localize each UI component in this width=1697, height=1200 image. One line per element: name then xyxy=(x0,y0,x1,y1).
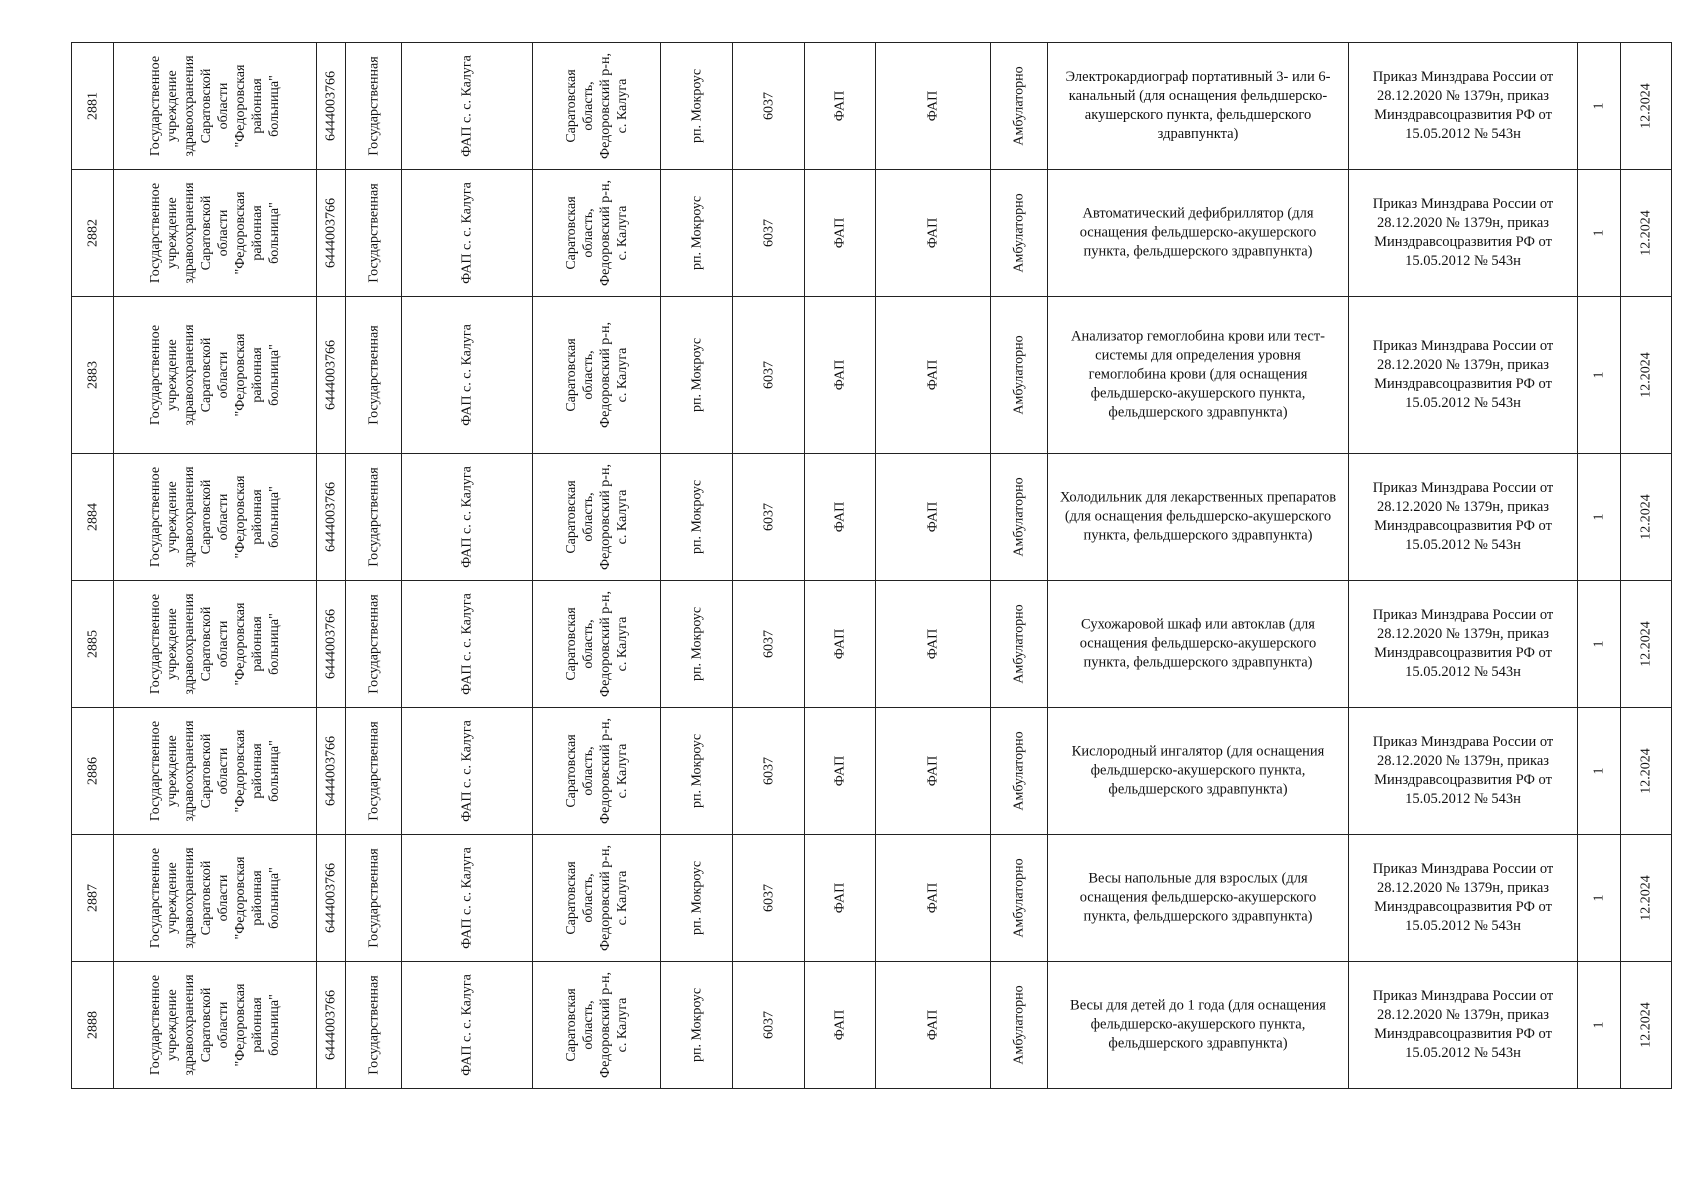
inn-cell xyxy=(317,581,346,708)
ownership-form: Государственная xyxy=(366,848,381,948)
date-cell xyxy=(1621,170,1672,297)
facility-subtype: ФАП xyxy=(925,217,941,249)
institution-cell xyxy=(114,581,317,708)
equipment-register-table xyxy=(71,42,1672,1089)
ownership-cell xyxy=(346,297,402,454)
facility-type: ФАП xyxy=(832,1009,848,1041)
institution-cell xyxy=(114,454,317,581)
care-condition: Амбулаторно xyxy=(1011,66,1027,146)
care-cell xyxy=(991,43,1048,170)
unit-address: Саратовская область, Федоровский р-н, с. Калуга xyxy=(563,180,630,286)
facility-type: ФАП xyxy=(832,501,848,533)
quantity: 1 xyxy=(1591,102,1607,110)
equipment-cell xyxy=(1048,581,1349,708)
unit-cell xyxy=(402,962,533,1089)
population-cell xyxy=(733,581,805,708)
population-cell xyxy=(733,708,805,835)
facility-type: ФАП xyxy=(832,628,848,660)
institution-cell xyxy=(114,962,317,1089)
institution-cell xyxy=(114,43,317,170)
ownership-cell xyxy=(346,708,402,835)
facility-type: ФАП xyxy=(832,755,848,787)
address-cell xyxy=(533,170,661,297)
due-date: 12.2024 xyxy=(1638,352,1654,398)
unit-cell xyxy=(402,835,533,962)
row-number-cell xyxy=(72,708,114,835)
institution-name: Государственное учреждение здравоохранения Саратовской области "Федоровская районная больница" xyxy=(148,847,282,949)
ownership-cell xyxy=(346,454,402,581)
table-row xyxy=(72,454,1672,581)
equipment-name: Кислородный ингалятор (для оснащения фельдшерско-акушерского пункта, фельдшерского здравпункта) xyxy=(1071,743,1325,798)
institution-name: Государственное учреждение здравоохранения Саратовской области "Федоровская районная больница" xyxy=(148,720,282,822)
quantity-cell xyxy=(1578,835,1621,962)
row-number-cell xyxy=(72,581,114,708)
order-cell xyxy=(1349,581,1578,708)
population-cell xyxy=(733,43,805,170)
unit-address: Саратовская область, Федоровский р-н, с. Калуга xyxy=(563,322,630,428)
inn: 6444003766 xyxy=(323,863,339,933)
row-number-cell xyxy=(72,297,114,454)
inn-cell xyxy=(317,835,346,962)
population-cell xyxy=(733,297,805,454)
table-row xyxy=(72,708,1672,835)
equipment-cell xyxy=(1048,962,1349,1089)
inn-cell xyxy=(317,708,346,835)
row-number: 2886 xyxy=(85,757,100,785)
row-number: 2882 xyxy=(85,219,100,247)
type1-cell xyxy=(805,581,876,708)
facility-type: ФАП xyxy=(832,359,848,391)
order-reference: Приказ Минздрава России от 28.12.2020 № 1379н, приказ Минздравсоцразвития РФ от 15.05.2012 № 543н xyxy=(1372,196,1554,269)
care-condition: Амбулаторно xyxy=(1011,731,1027,811)
settlement-cell xyxy=(661,962,733,1089)
population: 6037 xyxy=(761,1011,776,1039)
institution-cell xyxy=(114,297,317,454)
institution-name: Государственное учреждение здравоохранения Саратовской области "Федоровская районная больница" xyxy=(148,593,282,695)
unit-name: ФАП с. с. Калуга xyxy=(459,324,475,426)
settlement: рп. Мокроус xyxy=(689,606,704,682)
inn: 6444003766 xyxy=(323,990,339,1060)
date-cell xyxy=(1621,708,1672,835)
equipment-name: Сухожаровой шкаф или автоклав (для оснащения фельдшерско-акушерского пункта, фельдшерского здравпункта) xyxy=(1079,616,1317,671)
table-row xyxy=(72,297,1672,454)
care-cell xyxy=(991,581,1048,708)
care-condition: Амбулаторно xyxy=(1011,193,1027,273)
ownership-form: Государственная xyxy=(366,56,381,156)
unit-address: Саратовская область, Федоровский р-н, с. Калуга xyxy=(563,972,630,1078)
population-cell xyxy=(733,170,805,297)
type1-cell xyxy=(805,962,876,1089)
equipment-cell xyxy=(1048,43,1349,170)
settlement-cell xyxy=(661,170,733,297)
ownership-cell xyxy=(346,581,402,708)
inn: 6444003766 xyxy=(323,609,339,679)
care-cell xyxy=(991,454,1048,581)
unit-name: ФАП с. с. Калуга xyxy=(459,55,475,157)
order-cell xyxy=(1349,962,1578,1089)
settlement: рп. Мокроус xyxy=(689,195,704,271)
row-number: 2888 xyxy=(85,1011,100,1039)
address-cell xyxy=(533,708,661,835)
order-cell xyxy=(1349,454,1578,581)
ownership-cell xyxy=(346,170,402,297)
institution-name: Государственное учреждение здравоохранения Саратовской области "Федоровская районная больница" xyxy=(148,182,282,284)
ownership-form: Государственная xyxy=(366,183,381,283)
unit-address: Саратовская область, Федоровский р-н, с. Калуга xyxy=(563,53,630,159)
institution-name: Государственное учреждение здравоохранения Саратовской области "Федоровская районная больница" xyxy=(148,55,282,157)
ownership-cell xyxy=(346,962,402,1089)
row-number-cell xyxy=(72,43,114,170)
inn-cell xyxy=(317,170,346,297)
order-reference: Приказ Минздрава России от 28.12.2020 № 1379н, приказ Минздравсоцразвития РФ от 15.05.2012 № 543н xyxy=(1372,480,1554,553)
row-number-cell xyxy=(72,835,114,962)
quantity: 1 xyxy=(1591,767,1607,775)
equipment-name: Автоматический дефибриллятор (для оснащения фельдшерско-акушерского пункта, фельдшерского здравпункта) xyxy=(1079,205,1317,260)
population: 6037 xyxy=(761,630,776,658)
institution-name: Государственное учреждение здравоохранения Саратовской области "Федоровская районная больница" xyxy=(148,324,282,426)
unit-cell xyxy=(402,297,533,454)
unit-name: ФАП с. с. Калуга xyxy=(459,847,475,949)
type2-cell xyxy=(876,170,991,297)
order-cell xyxy=(1349,708,1578,835)
settlement: рп. Мокроус xyxy=(689,337,704,413)
due-date: 12.2024 xyxy=(1638,1002,1654,1048)
unit-cell xyxy=(402,454,533,581)
settlement-cell xyxy=(661,708,733,835)
equipment-name: Электрокардиограф портативный 3- или 6-канальный (для оснащения фельдшерско-акушерского пункта, фельдшерского здравпункта) xyxy=(1065,69,1331,142)
population: 6037 xyxy=(761,361,776,389)
unit-address: Саратовская область, Федоровский р-н, с. Калуга xyxy=(563,845,630,951)
unit-name: ФАП с. с. Калуга xyxy=(459,593,475,695)
unit-name: ФАП с. с. Калуга xyxy=(459,466,475,568)
institution-cell xyxy=(114,170,317,297)
order-reference: Приказ Минздрава России от 28.12.2020 № 1379н, приказ Минздравсоцразвития РФ от 15.05.2012 № 543н xyxy=(1372,338,1554,411)
facility-type: ФАП xyxy=(832,882,848,914)
type1-cell xyxy=(805,708,876,835)
unit-cell xyxy=(402,43,533,170)
unit-address: Саратовская область, Федоровский р-н, с. Калуга xyxy=(563,464,630,570)
order-cell xyxy=(1349,170,1578,297)
ownership-form: Государственная xyxy=(366,325,381,425)
facility-subtype: ФАП xyxy=(925,628,941,660)
settlement: рп. Мокроус xyxy=(689,479,704,555)
date-cell xyxy=(1621,454,1672,581)
population: 6037 xyxy=(761,503,776,531)
equipment-cell xyxy=(1048,170,1349,297)
due-date: 12.2024 xyxy=(1638,621,1654,667)
type2-cell xyxy=(876,708,991,835)
equipment-cell xyxy=(1048,835,1349,962)
address-cell xyxy=(533,835,661,962)
date-cell xyxy=(1621,835,1672,962)
population: 6037 xyxy=(761,884,776,912)
settlement-cell xyxy=(661,581,733,708)
equipment-name: Холодильник для лекарственных препаратов (для оснащения фельдшерско-акушерского пункта, фельдшерского здравпункта) xyxy=(1059,489,1337,544)
equipment-cell xyxy=(1048,297,1349,454)
quantity-cell xyxy=(1578,43,1621,170)
ownership-form: Государственная xyxy=(366,467,381,567)
unit-cell xyxy=(402,581,533,708)
equipment-cell xyxy=(1048,454,1349,581)
address-cell xyxy=(533,43,661,170)
date-cell xyxy=(1621,962,1672,1089)
row-number-cell xyxy=(72,170,114,297)
care-cell xyxy=(991,835,1048,962)
type1-cell xyxy=(805,297,876,454)
unit-name: ФАП с. с. Калуга xyxy=(459,182,475,284)
order-cell xyxy=(1349,43,1578,170)
address-cell xyxy=(533,581,661,708)
care-condition: Амбулаторно xyxy=(1011,604,1027,684)
inn-cell xyxy=(317,454,346,581)
date-cell xyxy=(1621,581,1672,708)
row-number: 2884 xyxy=(85,503,100,531)
quantity: 1 xyxy=(1591,1021,1607,1029)
due-date: 12.2024 xyxy=(1638,875,1654,921)
population: 6037 xyxy=(761,92,776,120)
population: 6037 xyxy=(761,757,776,785)
type2-cell xyxy=(876,962,991,1089)
institution-cell xyxy=(114,835,317,962)
equipment-name: Весы напольные для взрослых (для оснащения фельдшерско-акушерского пункта, фельдшерского здравпункта) xyxy=(1079,870,1317,925)
facility-subtype: ФАП xyxy=(925,90,941,122)
ownership-form: Государственная xyxy=(366,721,381,821)
facility-type: ФАП xyxy=(832,217,848,249)
order-reference: Приказ Минздрава России от 28.12.2020 № 1379н, приказ Минздравсоцразвития РФ от 15.05.2012 № 543н xyxy=(1372,988,1554,1061)
facility-subtype: ФАП xyxy=(925,501,941,533)
order-cell xyxy=(1349,835,1578,962)
facility-subtype: ФАП xyxy=(925,359,941,391)
care-cell xyxy=(991,297,1048,454)
inn: 6444003766 xyxy=(323,482,339,552)
order-reference: Приказ Минздрава России от 28.12.2020 № 1379н, приказ Минздравсоцразвития РФ от 15.05.2012 № 543н xyxy=(1372,69,1554,142)
type1-cell xyxy=(805,454,876,581)
facility-subtype: ФАП xyxy=(925,755,941,787)
address-cell xyxy=(533,962,661,1089)
population-cell xyxy=(733,835,805,962)
institution-name: Государственное учреждение здравоохранения Саратовской области "Федоровская районная больница" xyxy=(148,466,282,568)
quantity-cell xyxy=(1578,708,1621,835)
quantity-cell xyxy=(1578,962,1621,1089)
ownership-form: Государственная xyxy=(366,975,381,1075)
row-number-cell xyxy=(72,962,114,1089)
care-cell xyxy=(991,962,1048,1089)
row-number: 2885 xyxy=(85,630,100,658)
settlement-cell xyxy=(661,454,733,581)
settlement-cell xyxy=(661,835,733,962)
population-cell xyxy=(733,454,805,581)
care-cell xyxy=(991,708,1048,835)
equipment-name: Анализатор гемоглобина крови или тест-системы для определения уровня гемоглобина крови (для оснащения фельдшерско-акушерского пункта, фельдшерского здравпункта) xyxy=(1070,328,1325,421)
table-row xyxy=(72,43,1672,170)
inn: 6444003766 xyxy=(323,736,339,806)
order-reference: Приказ Минздрава России от 28.12.2020 № 1379н, приказ Минздравсоцразвития РФ от 15.05.2012 № 543н xyxy=(1372,861,1554,934)
facility-type: ФАП xyxy=(832,90,848,122)
type2-cell xyxy=(876,835,991,962)
table-row xyxy=(72,170,1672,297)
facility-subtype: ФАП xyxy=(925,882,941,914)
settlement: рп. Мокроус xyxy=(689,68,704,144)
ownership-cell xyxy=(346,43,402,170)
settlement-cell xyxy=(661,43,733,170)
type1-cell xyxy=(805,835,876,962)
settlement: рп. Мокроус xyxy=(689,987,704,1063)
unit-cell xyxy=(402,708,533,835)
row-number: 2881 xyxy=(85,92,100,120)
type1-cell xyxy=(805,170,876,297)
inn: 6444003766 xyxy=(323,198,339,268)
settlement: рп. Мокроус xyxy=(689,860,704,936)
row-number: 2883 xyxy=(85,361,100,389)
equipment-name: Весы для детей до 1 года (для оснащения фельдшерско-акушерского пункта, фельдшерского здравпункта) xyxy=(1070,997,1326,1052)
order-reference: Приказ Минздрава России от 28.12.2020 № 1379н, приказ Минздравсоцразвития РФ от 15.05.2012 № 543н xyxy=(1372,734,1554,807)
inn-cell xyxy=(317,962,346,1089)
facility-subtype: ФАП xyxy=(925,1009,941,1041)
order-reference: Приказ Минздрава России от 28.12.2020 № 1379н, приказ Минздравсоцразвития РФ от 15.05.2012 № 543н xyxy=(1372,607,1554,680)
inn: 6444003766 xyxy=(323,71,339,141)
care-condition: Амбулаторно xyxy=(1011,335,1027,415)
institution-cell xyxy=(114,708,317,835)
quantity: 1 xyxy=(1591,229,1607,237)
type2-cell xyxy=(876,297,991,454)
order-cell xyxy=(1349,297,1578,454)
quantity: 1 xyxy=(1591,640,1607,648)
care-cell xyxy=(991,170,1048,297)
date-cell xyxy=(1621,297,1672,454)
address-cell xyxy=(533,454,661,581)
care-condition: Амбулаторно xyxy=(1011,985,1027,1065)
type1-cell xyxy=(805,43,876,170)
inn-cell xyxy=(317,297,346,454)
population-cell xyxy=(733,962,805,1089)
settlement-cell xyxy=(661,297,733,454)
quantity-cell xyxy=(1578,581,1621,708)
institution-name: Государственное учреждение здравоохранения Саратовской области "Федоровская районная больница" xyxy=(148,974,282,1076)
care-condition: Амбулаторно xyxy=(1011,858,1027,938)
quantity-cell xyxy=(1578,454,1621,581)
inn-cell xyxy=(317,43,346,170)
due-date: 12.2024 xyxy=(1638,210,1654,256)
care-condition: Амбулаторно xyxy=(1011,477,1027,557)
inn: 6444003766 xyxy=(323,340,339,410)
row-number: 2887 xyxy=(85,884,100,912)
address-cell xyxy=(533,297,661,454)
equipment-cell xyxy=(1048,708,1349,835)
population: 6037 xyxy=(761,219,776,247)
table-row xyxy=(72,962,1672,1089)
unit-cell xyxy=(402,170,533,297)
unit-name: ФАП с. с. Калуга xyxy=(459,974,475,1076)
settlement: рп. Мокроус xyxy=(689,733,704,809)
table-row xyxy=(72,835,1672,962)
quantity: 1 xyxy=(1591,894,1607,902)
type2-cell xyxy=(876,581,991,708)
quantity-cell xyxy=(1578,170,1621,297)
due-date: 12.2024 xyxy=(1638,494,1654,540)
date-cell xyxy=(1621,43,1672,170)
table-row xyxy=(72,581,1672,708)
quantity-cell xyxy=(1578,297,1621,454)
ownership-cell xyxy=(346,835,402,962)
unit-address: Саратовская область, Федоровский р-н, с. Калуга xyxy=(563,591,630,697)
type2-cell xyxy=(876,43,991,170)
due-date: 12.2024 xyxy=(1638,748,1654,794)
unit-name: ФАП с. с. Калуга xyxy=(459,720,475,822)
unit-address: Саратовская область, Федоровский р-н, с. Калуга xyxy=(563,718,630,824)
quantity: 1 xyxy=(1591,371,1607,379)
ownership-form: Государственная xyxy=(366,594,381,694)
quantity: 1 xyxy=(1591,513,1607,521)
row-number-cell xyxy=(72,454,114,581)
type2-cell xyxy=(876,454,991,581)
due-date: 12.2024 xyxy=(1638,83,1654,129)
